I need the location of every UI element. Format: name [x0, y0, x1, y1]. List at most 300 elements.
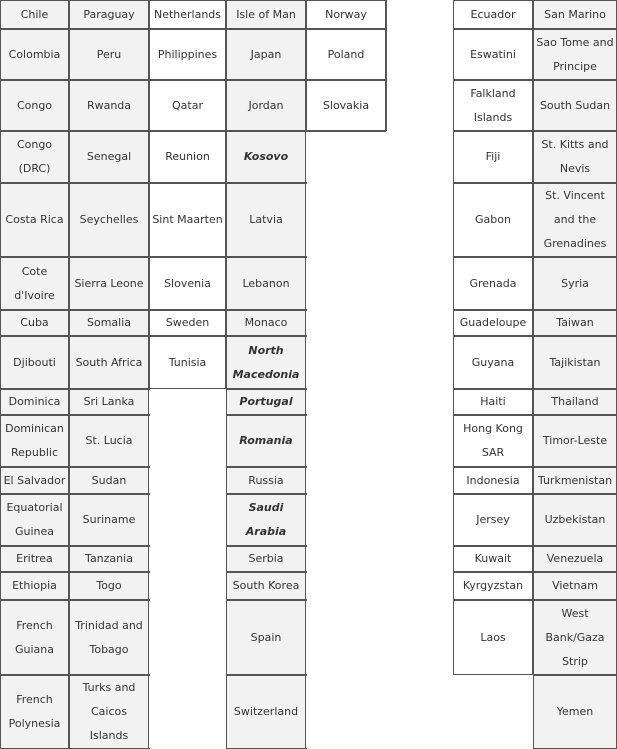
table-border: [305, 675, 306, 749]
table-border: [533, 131, 534, 183]
table-cell: [533, 415, 617, 467]
country-name: Netherlands: [153, 7, 222, 21]
table-border: [69, 415, 70, 467]
table-border: [533, 310, 534, 336]
table-cell: [533, 572, 617, 600]
country-name: West Bank/Gaza Strip: [545, 606, 605, 668]
table-border: [69, 336, 70, 389]
country-name: Colombia: [8, 47, 61, 61]
table-border: [453, 415, 534, 416]
table-cell: [69, 336, 149, 389]
table-cell: [0, 310, 69, 336]
country-name: Latvia: [249, 213, 283, 226]
table-border: [226, 600, 307, 601]
table-border: [149, 310, 150, 336]
table-border: [0, 80, 1, 131]
table-border: [0, 0, 1, 29]
country-name: Guadeloupe: [459, 316, 527, 329]
table-cell: [0, 183, 69, 257]
table-cell: [533, 546, 617, 572]
table-border: [226, 572, 227, 600]
country-name: Congo (DRC): [16, 138, 53, 175]
table-border: [0, 467, 70, 468]
country-name: Venezuela: [546, 552, 604, 565]
table-cell: [69, 415, 149, 467]
country-name: Haiti: [480, 395, 506, 408]
country-name: Saudi Arabia: [245, 501, 287, 538]
table-border: [0, 600, 1, 675]
country-name: Jordan: [248, 98, 284, 112]
country-name: Somalia: [86, 316, 132, 329]
table-border: [0, 389, 70, 390]
country-name: Tanzania: [85, 552, 133, 565]
table-border: [305, 572, 306, 600]
country-name: Jersey: [476, 513, 510, 526]
table-border: [149, 257, 227, 258]
table-border: [69, 415, 150, 416]
table-border: [226, 0, 307, 1]
table-border: [0, 257, 70, 258]
table-border: [533, 572, 617, 573]
country-name: Guyana: [471, 355, 515, 369]
table-border: [533, 183, 534, 257]
table-border: [226, 389, 227, 415]
table-cell: [533, 257, 617, 310]
table-border: [226, 29, 227, 80]
table-border: [453, 29, 454, 80]
table-border: [453, 80, 534, 81]
country-name: Dominica: [8, 395, 61, 408]
table-border: [305, 415, 306, 467]
table-border: [226, 310, 307, 311]
country-name: Dominican Republic: [5, 422, 64, 459]
table-border: [0, 336, 1, 389]
table-cell: [453, 29, 533, 80]
table-border: [385, 0, 387, 131]
country-name: Paraguay: [83, 7, 135, 21]
table-border: [453, 389, 454, 415]
table-border: [0, 546, 1, 572]
table-border: [226, 257, 227, 310]
table-border: [69, 80, 150, 81]
table-cell: [453, 183, 533, 257]
table-border: [149, 29, 150, 80]
table-border: [148, 600, 149, 675]
table-border: [0, 183, 70, 184]
table-border: [0, 131, 70, 132]
table-cell: [0, 257, 69, 310]
country-name: South Korea: [232, 579, 300, 592]
table-cell: [0, 336, 69, 389]
country-name: Vietnam: [552, 579, 598, 592]
table-border: [533, 467, 534, 494]
table-cell: [453, 546, 533, 572]
table-border: [305, 257, 306, 310]
table-border: [453, 0, 454, 29]
table-border: [148, 546, 149, 572]
country-name: Tunisia: [168, 355, 207, 369]
table-border: [226, 80, 227, 131]
table-border: [533, 336, 534, 389]
table-border: [453, 310, 454, 336]
table-border: [306, 80, 307, 131]
table-cell: [453, 467, 533, 494]
table-border: [533, 0, 617, 1]
table-border: [453, 131, 454, 183]
country-name: Chile: [20, 7, 49, 21]
table-cell: [453, 80, 533, 131]
table-cell: [69, 29, 149, 80]
table-border: [69, 0, 70, 29]
table-cell: [149, 310, 226, 336]
table-cell: [0, 415, 69, 467]
table-border: [226, 257, 307, 258]
country-name: Trinidad and Tobago: [75, 618, 143, 656]
country-name: Norway: [325, 7, 367, 21]
table-border: [69, 572, 150, 573]
table-border: [148, 415, 149, 467]
table-border: [148, 389, 149, 415]
table-border: [533, 0, 534, 29]
table-border: [453, 80, 454, 131]
table-border: [0, 675, 70, 676]
table-border: [69, 572, 70, 600]
table-border: [149, 80, 227, 81]
table-cell: [226, 29, 306, 80]
table-cell: [149, 80, 226, 131]
table-cell: [0, 0, 69, 29]
table-border: [149, 29, 227, 30]
table-cell: [533, 675, 617, 749]
table-cell: [453, 389, 533, 415]
table-border: [453, 336, 534, 337]
country-name: Lebanon: [242, 276, 290, 290]
table-border: [0, 494, 70, 495]
table-border: [306, 0, 387, 1]
table-border: [149, 80, 150, 131]
table-border: [226, 415, 307, 416]
country-name: Hong Kong SAR: [463, 422, 523, 459]
table-border: [226, 131, 227, 183]
table-border: [226, 572, 307, 573]
table-border: [149, 130, 386, 132]
country-name: Djibouti: [13, 355, 56, 369]
table-cell: [453, 336, 533, 389]
country-name: Kosovo: [243, 150, 289, 163]
table-border: [305, 546, 306, 572]
table-cell: [226, 572, 306, 600]
table-border: [533, 257, 534, 310]
table-cell: [226, 183, 306, 257]
table-border: [226, 546, 227, 572]
table-border: [453, 600, 534, 601]
country-name: French Polynesia: [8, 693, 61, 730]
table-border: [533, 310, 617, 311]
table-border: [69, 183, 150, 184]
country-name: Eritrea: [16, 552, 53, 565]
country-name: Reunion: [165, 150, 210, 163]
table-border: [453, 415, 454, 467]
table-cell: [226, 675, 306, 749]
table-border: [305, 467, 306, 494]
table-border: [305, 131, 306, 183]
table-cell: [533, 0, 617, 29]
table-cell: [0, 546, 69, 572]
table-cell: [226, 389, 306, 415]
table-border: [226, 494, 227, 546]
table-cell: [226, 310, 306, 336]
table-border: [533, 415, 534, 467]
table-cell: [453, 131, 533, 183]
country-name: Senegal: [86, 150, 132, 163]
table-border: [533, 467, 617, 468]
table-border: [149, 336, 227, 337]
table-border: [533, 600, 617, 601]
table-border: [533, 389, 534, 415]
table-border: [533, 29, 534, 80]
table-border: [69, 310, 70, 336]
table-border: [305, 183, 306, 257]
country-name: Peru: [96, 47, 122, 61]
country-name: Thailand: [551, 395, 599, 408]
country-name: Sweden: [165, 316, 210, 329]
table-border: [533, 572, 534, 600]
country-name: Congo: [16, 98, 53, 112]
table-border: [69, 600, 150, 601]
table-border: [69, 546, 70, 572]
country-name: Philippines: [157, 47, 218, 61]
country-name: Eswatini: [470, 47, 516, 61]
country-name: Tajikistan: [549, 355, 601, 369]
country-name: Turkmenistan: [537, 473, 613, 487]
table-border: [0, 310, 70, 311]
table-cell: [453, 257, 533, 310]
country-name: Japan: [250, 47, 282, 61]
table-border: [226, 183, 307, 184]
country-name: South Africa: [75, 355, 143, 369]
table-cell: [69, 131, 149, 183]
table-cell: [149, 183, 226, 257]
country-name: Qatar: [172, 98, 203, 112]
table-border: [69, 600, 70, 675]
country-name: Gabon: [475, 213, 511, 226]
table-border: [226, 494, 307, 495]
table-border: [69, 389, 150, 390]
table-cell: [453, 310, 533, 336]
country-name: Indonesia: [466, 473, 520, 487]
table-cell: [533, 389, 617, 415]
table-border: [69, 389, 70, 415]
table-border: [149, 183, 227, 184]
table-border: [305, 600, 306, 675]
table-border: [69, 29, 150, 30]
table-border: [0, 131, 1, 183]
table-cell: [533, 131, 617, 183]
country-name: Switzerland: [233, 705, 299, 718]
table-border: [149, 0, 150, 29]
table-border: [453, 257, 454, 310]
country-name: Sao Tome and Principe: [536, 35, 614, 73]
country-name: Poland: [327, 47, 365, 61]
table-border: [305, 310, 306, 336]
table-cell: [533, 336, 617, 389]
table-cell: [226, 546, 306, 572]
table-cell: [69, 0, 149, 29]
table-cell: [453, 572, 533, 600]
country-name: Sierra Leone: [74, 276, 144, 290]
table-border: [69, 80, 70, 131]
table-border: [305, 336, 306, 389]
table-cell: [453, 494, 533, 546]
table-cell: [533, 310, 617, 336]
table-cell: [69, 310, 149, 336]
table-border: [0, 546, 70, 547]
table-cell: [453, 415, 533, 467]
country-name: Grenada: [469, 276, 517, 290]
table-cell: [226, 0, 306, 29]
table-border: [453, 572, 534, 573]
table-border: [226, 336, 307, 337]
table-border: [69, 675, 70, 749]
table-border: [533, 546, 617, 547]
country-name: Taiwan: [556, 316, 594, 329]
table-cell: [69, 572, 149, 600]
table-cell: [226, 257, 306, 310]
country-name: San Marino: [544, 7, 606, 21]
table-border: [69, 257, 150, 258]
country-name: Portugal: [239, 395, 293, 408]
table-border: [533, 131, 617, 132]
table-cell: [226, 415, 306, 467]
table-border: [533, 183, 617, 184]
table-border: [226, 389, 307, 390]
country-name: Rwanda: [86, 98, 132, 112]
table-border: [69, 0, 150, 1]
table-cell: [69, 467, 149, 494]
table-border: [305, 494, 306, 546]
table-cell: [226, 600, 306, 675]
table-border: [453, 0, 534, 1]
table-border: [453, 257, 534, 258]
country-name: Sri Lanka: [83, 395, 135, 408]
country-name: Russia: [248, 473, 284, 487]
table-cell: [533, 183, 617, 257]
table-border: [149, 183, 150, 257]
table-border: [69, 29, 70, 80]
table-border: [69, 467, 150, 468]
table-cell: [0, 467, 69, 494]
table-cell: [306, 29, 386, 80]
table-cell: [306, 80, 386, 131]
table-border: [0, 310, 1, 336]
table-cell: [226, 467, 306, 494]
country-name: Cote d'Ivoire: [14, 264, 55, 302]
table-border: [149, 131, 150, 183]
table-cell: [533, 494, 617, 546]
table-border: [453, 546, 534, 547]
table-cell: [226, 80, 306, 131]
country-name: Sint Maarten: [152, 213, 223, 226]
table-border: [226, 467, 227, 494]
table-cell: [226, 336, 306, 389]
table-border: [226, 336, 227, 389]
country-name: St. Vincent and the Grenadines: [543, 189, 607, 250]
country-name: St. Lucia: [85, 434, 133, 447]
table-border: [69, 310, 150, 311]
table-border: [453, 183, 454, 257]
table-border: [453, 29, 534, 30]
table-border: [453, 546, 454, 572]
table-border: [69, 183, 70, 257]
table-cell: [306, 0, 386, 29]
table-border: [69, 467, 70, 494]
table-border: [0, 675, 1, 749]
table-border: [149, 0, 227, 1]
country-name: Spain: [250, 630, 282, 644]
table-border: [453, 494, 454, 546]
table-cell: [533, 600, 617, 675]
table-border: [0, 494, 1, 546]
table-border: [305, 389, 306, 415]
table-cell: [0, 389, 69, 415]
table-border: [0, 0, 70, 1]
country-name: Uzbekistan: [544, 513, 606, 526]
country-name: Equatorial Guinea: [6, 501, 63, 538]
country-name: Serbia: [248, 552, 284, 565]
table-border: [148, 467, 149, 494]
country-name: Yemen: [556, 705, 594, 718]
table-border: [226, 80, 307, 81]
table-border: [453, 310, 534, 311]
table-cell: [0, 494, 69, 546]
table-cell: [69, 546, 149, 572]
country-name: Romania: [239, 434, 293, 447]
table-border: [0, 389, 1, 415]
country-name: Syria: [561, 276, 589, 290]
table-cell: [149, 257, 226, 310]
table-border: [226, 600, 227, 675]
table-border: [533, 336, 617, 337]
table-border: [453, 572, 454, 600]
table-border: [148, 572, 149, 600]
table-cell: [149, 29, 226, 80]
table-border: [148, 675, 149, 749]
table-border: [533, 257, 617, 258]
table-border: [226, 0, 227, 29]
country-name: Falkland Islands: [470, 86, 516, 124]
country-name: Ethiopia: [12, 579, 57, 592]
table-border: [69, 546, 150, 547]
table-border: [226, 415, 227, 467]
table-cell: [69, 389, 149, 415]
table-border: [453, 336, 454, 389]
country-name: Costa Rica: [5, 213, 64, 226]
table-cell: [226, 131, 306, 183]
country-name: French Guiana: [14, 618, 54, 656]
table-border: [0, 80, 70, 81]
table-cell: [533, 467, 617, 494]
table-border: [533, 494, 617, 495]
table-border: [533, 80, 534, 131]
table-border: [148, 494, 149, 546]
table-border: [533, 675, 617, 676]
table-border: [533, 546, 534, 572]
table-border: [306, 29, 307, 80]
table-border: [453, 467, 454, 494]
table-border: [149, 336, 150, 389]
table-cell: [533, 80, 617, 131]
table-border: [69, 131, 150, 132]
